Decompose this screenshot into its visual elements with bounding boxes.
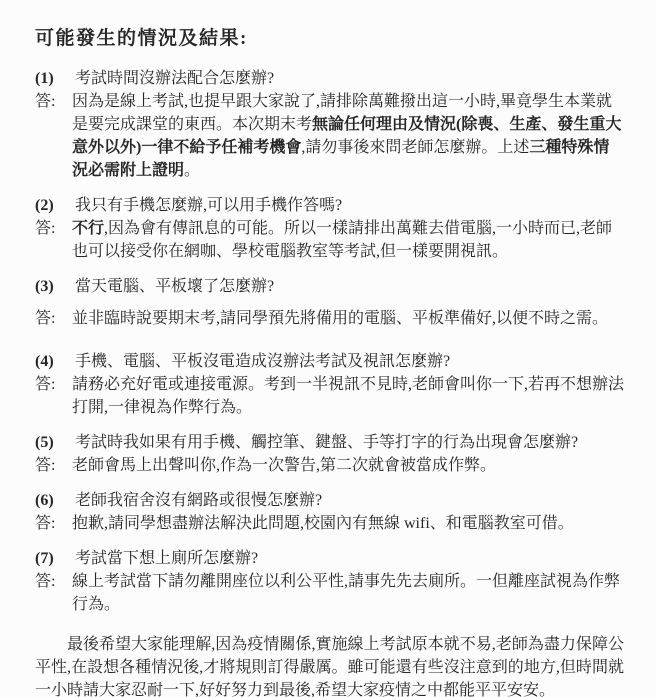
qa-block-6 bbox=[35, 489, 624, 535]
question-row bbox=[35, 275, 624, 298]
answer-prefix: 答: bbox=[35, 310, 56, 327]
qa-block-7 bbox=[35, 547, 624, 616]
question-text: 當天電腦、平板壞了怎麼辦? bbox=[75, 278, 275, 295]
answer-prefix: 答: bbox=[35, 457, 56, 474]
answer-prefix: 答: bbox=[35, 376, 56, 393]
question-number: (2) bbox=[35, 197, 54, 214]
question-text: 我只有手機怎麼辦,可以用手機作答嗎? bbox=[75, 197, 343, 214]
qa-block-1 bbox=[35, 67, 624, 182]
question-number: (1) bbox=[35, 70, 54, 87]
question-row bbox=[35, 547, 624, 570]
qa-block-2 bbox=[35, 194, 624, 263]
question-row bbox=[35, 194, 624, 217]
answer-prefix: 答: bbox=[35, 573, 56, 590]
answer-prefix: 答: bbox=[35, 515, 56, 532]
answer-row bbox=[35, 307, 624, 330]
answer-row bbox=[35, 454, 624, 477]
answer-text: 不行,因為會有傳訊息的可能。所以一樣請排出萬難去借電腦,一小時而已,老師也可以接受你在網咖、學校電腦教室等考試,但一樣要開視訊。 bbox=[72, 220, 613, 260]
qa-list bbox=[35, 67, 624, 616]
answer-row bbox=[35, 90, 624, 182]
question-row bbox=[35, 350, 624, 373]
question-number: (3) bbox=[35, 278, 54, 295]
answer-text: 抱歉,請同學想盡辦法解決此問題,校園內有無線 wifi、和電腦教室可借。 bbox=[72, 515, 574, 532]
question-number: (7) bbox=[35, 550, 54, 567]
question-text: 考試時間沒辦法配合怎麼辦? bbox=[75, 70, 275, 87]
answer-prefix: 答: bbox=[35, 93, 56, 110]
answer-row bbox=[35, 512, 624, 535]
question-number: (6) bbox=[35, 492, 54, 509]
closing-paragraph: 最後希望大家能理解,因為疫情關係,實施線上考試原本就不易,老師為盡力保障公平性,在設想各種情況後,才將規則訂得嚴厲。雖可能還有些沒注意到的地方,但時間就一小時請大家忍耐一下,好好努力到最後,希望大家疫情之中都能平平安安。 bbox=[35, 636, 624, 697]
answer-prefix: 答: bbox=[35, 220, 56, 237]
question-text: 考試時我如果有用手機、觸控筆、鍵盤、手等打字的行為出現會怎麼辦? bbox=[75, 434, 579, 451]
answer-row bbox=[35, 217, 624, 263]
question-number: (5) bbox=[35, 434, 54, 451]
question-row bbox=[35, 489, 624, 512]
question-text: 手機、電腦、平板沒電造成沒辦法考試及視訊怎麼辦? bbox=[75, 353, 451, 370]
answer-text: 因為是線上考試,也提早跟大家說了,請排除萬難撥出這一小時,畢竟學生本業就是要完成課堂的東西。本次期末考無論任何理由及情況(除喪、生產、發生重大意外以外)一律不給予任補考機會,請勿事後來問老師怎麼辦。上述三種特殊情況必需附上證明。 bbox=[72, 93, 622, 179]
qa-block-5 bbox=[35, 431, 624, 477]
question-number: (4) bbox=[35, 353, 54, 370]
answer-row bbox=[35, 373, 624, 419]
page-title: 可能發生的情況及結果: bbox=[35, 28, 248, 49]
question-text: 老師我宿舍沒有網路或很慢怎麼辦? bbox=[75, 492, 323, 509]
answer-text: 線上考試當下請勿離開座位以利公平性,請事先先去廁所。一但離座試視為作弊行為。 bbox=[72, 573, 621, 613]
qa-block-3 bbox=[35, 275, 624, 330]
question-text: 考試當下想上廁所怎麼辦? bbox=[75, 550, 259, 567]
answer-text: 老師會馬上出聲叫你,作為一次警告,第二次就會被當成作弊。 bbox=[72, 457, 497, 474]
answer-row bbox=[35, 570, 624, 616]
qa-block-4 bbox=[35, 350, 624, 419]
answer-text: 並非臨時說要期末考,請同學預先將備用的電腦、平板準備好,以便不時之需。 bbox=[72, 310, 609, 327]
answer-text: 請務必充好電或連接電源。考到一半視訊不見時,老師會叫你一下,若再不想辦法打開,一律視為作弊行為。 bbox=[72, 376, 625, 416]
question-row bbox=[35, 431, 624, 454]
question-row bbox=[35, 67, 624, 90]
